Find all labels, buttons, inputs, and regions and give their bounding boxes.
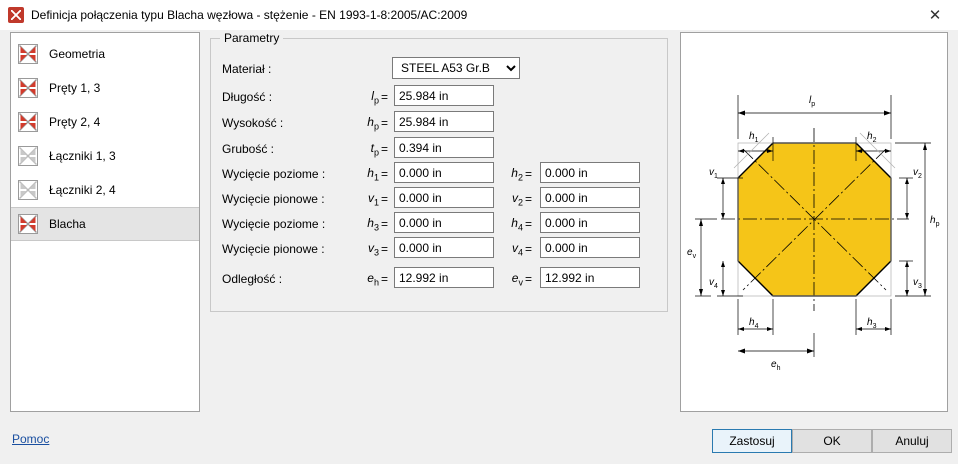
equals-sign: = [380, 272, 388, 286]
equals-sign: = [524, 167, 532, 181]
v1-input[interactable] [394, 187, 494, 208]
v3-symbol-text: v [367, 240, 374, 255]
label-lp: $l_p$ [809, 95, 816, 108]
label-v4: $v_4$ [709, 277, 718, 290]
thickness-symbol [356, 138, 392, 160]
height-symbol-text: h [367, 114, 374, 129]
distance-label: Odległość : [222, 272, 283, 286]
plate-dimension-drawing [680, 32, 948, 412]
sidebar-item-geometria[interactable] [11, 37, 199, 71]
v1-symbol [356, 188, 392, 210]
material-label: Materiał : [222, 62, 272, 76]
ev-input[interactable] [540, 267, 640, 288]
material-select[interactable] [392, 57, 520, 79]
equals-sign: = [380, 142, 388, 156]
material-row [222, 58, 271, 80]
equals-sign: = [524, 242, 532, 256]
equals-sign: = [524, 217, 532, 231]
x-brace-node-icon [17, 111, 39, 133]
x-brace-node-icon [17, 179, 39, 201]
thickness-symbol-text: t [370, 140, 374, 155]
sidebar-item-label: Blacha [49, 217, 86, 231]
parameters-group-title: Parametry [220, 31, 283, 45]
h4-input[interactable] [540, 212, 640, 233]
sidebar-item-label: Pręty 1, 3 [49, 81, 101, 95]
x-brace-node-icon [17, 43, 39, 65]
height-symbol [356, 112, 392, 134]
v1-symbol-text: v [367, 190, 374, 205]
thickness-row [222, 138, 274, 160]
h1-input[interactable] [394, 162, 494, 183]
ev-symbol [500, 268, 536, 290]
v4-symbol-sub: 4 [517, 247, 523, 258]
h1-symbol-sub: 1 [373, 172, 379, 183]
sidebar-item-label: Łączniki 1, 3 [49, 149, 116, 163]
equals-sign: = [380, 192, 388, 206]
sidebar-item-label: Łączniki 2, 4 [49, 183, 116, 197]
equals-sign: = [380, 90, 388, 104]
v4-input[interactable] [540, 237, 640, 258]
ev-symbol-sub: v [518, 277, 523, 288]
x-brace-node-icon [17, 145, 39, 167]
title-bar [0, 0, 958, 30]
sidebar-item-label: Pręty 2, 4 [49, 115, 101, 129]
v2-input[interactable] [540, 187, 640, 208]
eh-symbol-sub: h [373, 277, 379, 288]
height-label: Wysokość : [222, 116, 284, 130]
x-brace-node-icon [17, 77, 39, 99]
navigation-list[interactable] [10, 32, 200, 412]
ok-button[interactable]: OK [792, 429, 872, 453]
sidebar-item-laczniki-1-3[interactable] [11, 139, 199, 173]
equals-sign: = [380, 167, 388, 181]
h2-symbol-sub: 2 [517, 172, 523, 183]
help-link[interactable]: Pomoc [12, 432, 50, 446]
h2-symbol [500, 163, 536, 185]
sidebar-item-label: Geometria [49, 47, 106, 61]
plate-drawing-svg [681, 33, 947, 411]
h4-symbol-text: h [511, 215, 518, 230]
cutout-h3-h4-label-row [222, 213, 325, 235]
label-ev: $e_v$ [687, 247, 697, 260]
h4-symbol [500, 213, 536, 235]
sidebar-item-prety-2-4[interactable] [11, 105, 199, 139]
h2-input[interactable] [540, 162, 640, 183]
close-icon[interactable]: ✕ [928, 7, 942, 24]
length-input[interactable] [394, 85, 494, 106]
v2-symbol-text: v [511, 190, 518, 205]
v4-symbol-text: v [511, 240, 518, 255]
h4-symbol-sub: 4 [517, 222, 523, 233]
thickness-label: Grubość : [222, 142, 275, 156]
label-v3: $v_3$ [913, 277, 922, 290]
equals-sign: = [524, 192, 532, 206]
height-input[interactable] [394, 111, 494, 132]
h3-symbol-text: h [367, 215, 374, 230]
length-symbol-sub: p [373, 95, 379, 106]
cutout-v3-v4-label: Wycięcie pionowe : [222, 242, 325, 256]
eh-symbol-text: e [367, 270, 374, 285]
cutout-h1-h2-label: Wycięcie poziome : [222, 167, 326, 181]
h3-symbol [356, 213, 392, 235]
label-eh: $e_h$ [771, 359, 781, 372]
h1-symbol-text: h [367, 165, 374, 180]
cutout-h1-h2-label-row [222, 163, 325, 185]
window-title: Definicja połączenia typu Blacha węzłowa - stężenie - EN 1993-1-8:2005/AC:2009 [31, 8, 468, 22]
h2-symbol-text: h [511, 165, 518, 180]
label-h4: $h_4$ [749, 317, 759, 330]
apply-button[interactable]: Zastosuj [712, 429, 792, 453]
h3-symbol-sub: 3 [373, 222, 379, 233]
cancel-button[interactable]: Anuluj [872, 429, 952, 453]
cutout-v3-v4-label-row [222, 238, 325, 260]
equals-sign: = [380, 116, 388, 130]
label-h1: $h_1$ [749, 131, 759, 144]
v3-symbol-sub: 3 [373, 247, 379, 258]
label-h2: $h_2$ [867, 131, 877, 144]
label-v1: $v_1$ [709, 167, 718, 180]
thickness-input[interactable] [394, 137, 494, 158]
eh-symbol [356, 268, 392, 290]
v3-symbol [356, 238, 392, 260]
v4-symbol [500, 238, 536, 260]
height-symbol-sub: p [373, 121, 379, 132]
sidebar-item-blacha[interactable] [11, 207, 199, 241]
v3-input[interactable] [394, 237, 494, 258]
h1-symbol [356, 163, 392, 185]
cutout-h3-h4-label: Wycięcie poziome : [222, 217, 326, 231]
ev-symbol-text: e [511, 270, 519, 285]
x-brace-node-icon [17, 213, 39, 235]
height-row [222, 112, 283, 134]
v2-symbol [500, 188, 536, 210]
length-symbol [356, 86, 392, 108]
equals-sign: = [380, 242, 388, 256]
v1-symbol-sub: 1 [373, 197, 379, 208]
equals-sign: = [524, 272, 532, 286]
thickness-symbol-sub: p [373, 147, 379, 158]
v2-symbol-sub: 2 [517, 197, 523, 208]
sidebar-item-laczniki-2-4[interactable] [11, 173, 199, 207]
length-symbol-text: l [371, 88, 374, 103]
eh-input[interactable] [394, 267, 494, 288]
cutout-v1-v2-label-row [222, 188, 325, 210]
length-row [222, 86, 272, 108]
label-h3: $h_3$ [867, 317, 877, 330]
label-v2: $v_2$ [913, 167, 922, 180]
cutout-v1-v2-label: Wycięcie pionowe : [222, 192, 325, 206]
h3-input[interactable] [394, 212, 494, 233]
sidebar-item-prety-1-3[interactable] [11, 71, 199, 105]
distance-label-row [222, 268, 282, 290]
equals-sign: = [380, 217, 388, 231]
length-label: Długość : [222, 90, 273, 104]
label-hp: $h_p$ [930, 215, 940, 228]
gusset-plate-icon [8, 7, 24, 23]
